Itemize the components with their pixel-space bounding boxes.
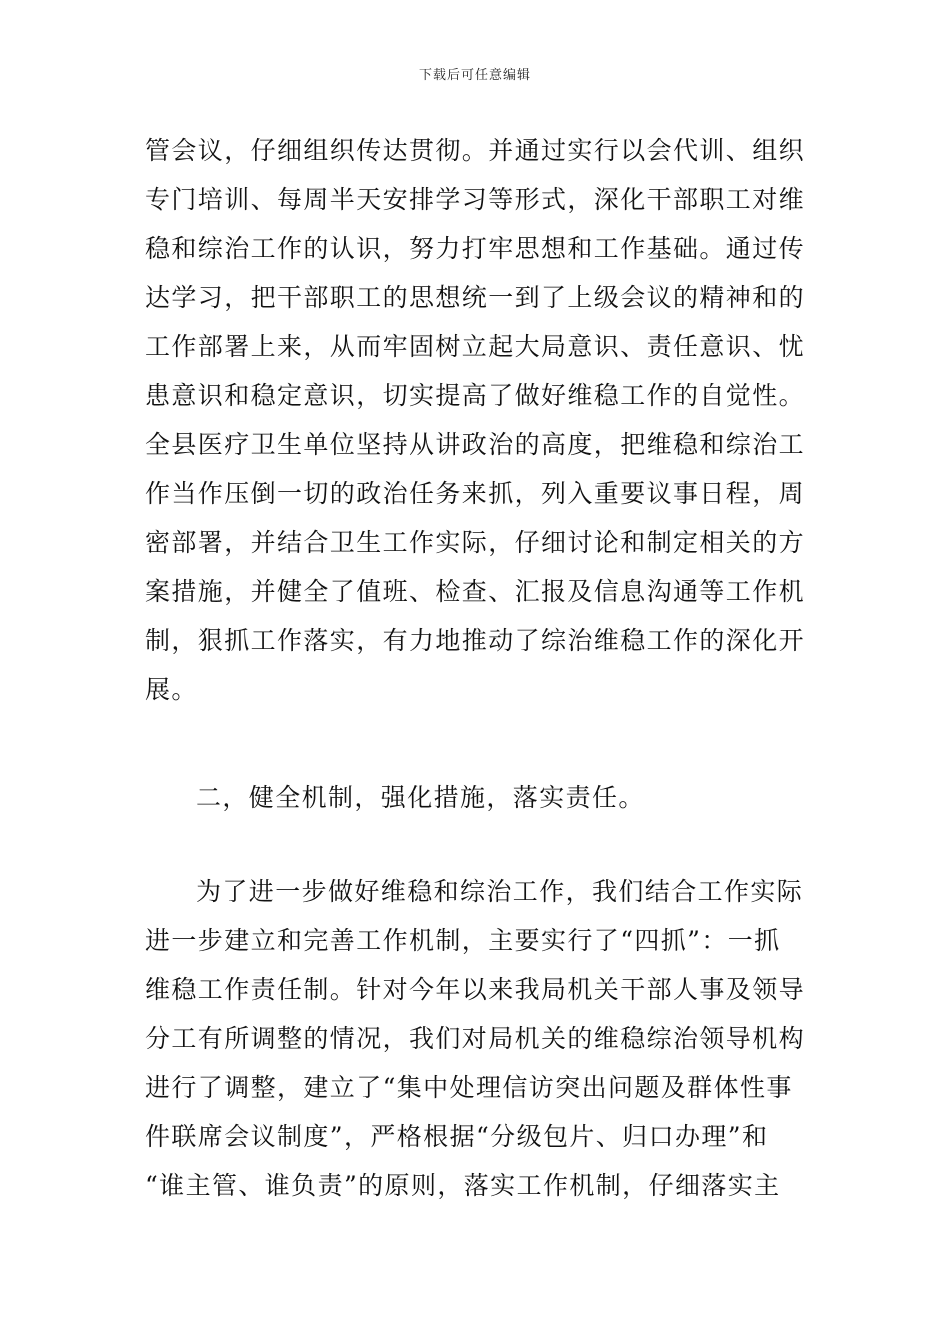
paragraph-line: 稳和综治工作的认识，努力打牢思想和工作基础。通过传 — [145, 234, 806, 263]
paragraph-line: 工作部署上来，从而牢固树立起大局意识、责任意识、忧 — [145, 332, 806, 361]
paragraph-line: 患意识和稳定意识，切实提高了做好维稳工作的自觉性。 — [145, 381, 806, 410]
paragraph-line: 案措施，并健全了值班、检查、汇报及信息沟通等工作机 — [145, 577, 806, 606]
paragraph-line: 达学习，把干部职工的思想统一到了上级会议的精神和的 — [145, 283, 806, 312]
paragraph-line: 进一步建立和完善工作机制，主要实行了“四抓”：一抓 — [145, 926, 781, 955]
section-heading-text: 二，健全机制，强化措施，落实责任。 — [196, 783, 645, 812]
paragraph-line: 专门培训、每周半天安排学习等形式，深化干部职工对维 — [145, 185, 806, 214]
paragraph-line: 制，狠抓工作落实，有力地推动了综治维稳工作的深化开 — [145, 626, 806, 655]
paragraph-2 — [145, 867, 809, 1210]
page-header: 下载后可任意编辑 — [418, 68, 531, 83]
paragraph-line: 为了进一步做好维稳和综治工作，我们结合工作实际 — [196, 877, 804, 906]
paragraph-1 — [145, 126, 809, 714]
paragraph-line: 全县医疗卫生单位坚持从讲政治的高度，把维稳和综治工 — [145, 430, 806, 459]
paragraph-line: 作当作压倒一切的政治任务来抓，列入重要议事日程，周 — [145, 479, 806, 508]
paragraph-line: 维稳工作责任制。针对今年以来我局机关干部人事及领导 — [145, 975, 806, 1004]
paragraph-line: 展。 — [145, 675, 198, 704]
paragraph-line: 密部署，并结合卫生工作实际，仔细讨论和制定相关的方 — [145, 528, 806, 557]
paragraph-line: “谁主管、谁负责”的原则，落实工作机制，仔细落实主 — [145, 1171, 781, 1200]
paragraph-line: 分工有所调整的情况，我们对局机关的维稳综治领导机构 — [145, 1024, 806, 1053]
paragraph-line: 进行了调整，建立了“集中处理信访突出问题及群体性事 — [145, 1073, 793, 1102]
paragraph-line: 管会议，仔细组织传达贯彻。并通过实行以会代训、组织 — [145, 136, 806, 165]
paragraph-line: 件联席会议制度”，严格根据“分级包片、归口办理”和 — [145, 1122, 769, 1151]
section-heading — [145, 773, 809, 822]
